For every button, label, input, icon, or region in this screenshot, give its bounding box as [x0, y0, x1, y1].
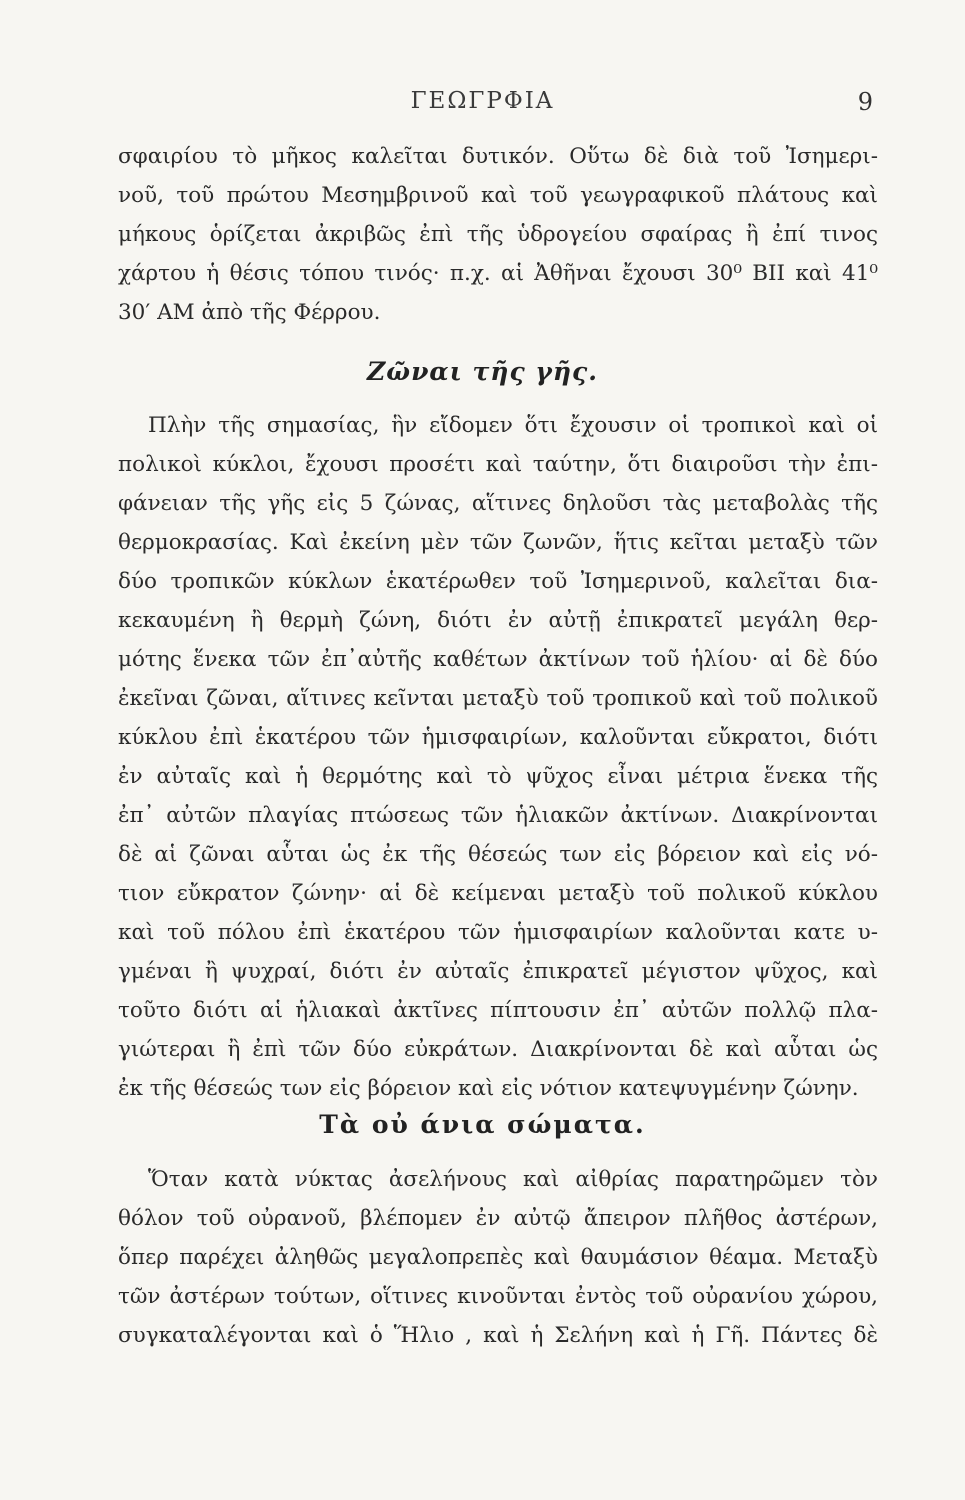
- text-line: δύο τροπικῶν κύκλων ἑκατέρωθεν τοῦ Ἰσημερινοῦ, καλεῖται δια-: [118, 569, 878, 594]
- text-line: 30′ ΑΜ ἀπὸ τῆς Φέρρου.: [118, 300, 381, 325]
- page-number: 9: [857, 88, 873, 116]
- text-line: τοῦτο διότι αἱ ἡλιακαὶ ἀκτῖνες πίπτουσιν ἐπ᾽ αὐτῶν πολλῷ πλα-: [118, 998, 878, 1023]
- paragraph-coordinates: [118, 137, 878, 332]
- section-heading-celestial-bodies: Τὰ οὐ άνια σώματα.: [319, 1110, 646, 1139]
- text-line: ὅπερ παρέχει ἀληθῶς μεγαλοπρεπὲς καὶ θαυμάσιον θέαμα. Μεταξὺ: [118, 1245, 878, 1270]
- text-line: ἐπ᾽ αὐτῶν πλαγίας πτώσεως τῶν ἡλιακῶν ἀκτίνων. Διακρίνονται: [118, 803, 878, 828]
- paragraph-zones: [118, 406, 878, 1108]
- text-line: σφαιρίου τὸ μῆκος καλεῖται δυτικόν. Οὕτω δὲ διὰ τοῦ Ἰσημερι-: [118, 144, 878, 169]
- text-line: κεκαυμένη ἢ θερμὴ ζώνη, διότι ἐν αὐτῇ ἐπικρατεῖ μεγάλη θερ-: [118, 608, 878, 633]
- text-line: μήκους ὁρίζεται ἀκριβῶς ἐπὶ τῆς ὑδρογείου σφαίρας ἢ ἐπί τινος: [118, 222, 878, 247]
- text-line: γμέναι ἢ ψυχραί, διότι ἐν αὐταῖς ἐπικρατεῖ μέγιστον ψῦχος, καὶ: [118, 959, 878, 984]
- running-title: ΓΕΩΓΡΦΙΑ: [410, 88, 555, 114]
- text-line: γιώτεραι ἢ ἐπὶ τῶν δύο εὐκράτων. Διακρίνονται δὲ καὶ αὗται ὡς: [118, 1037, 878, 1062]
- text-line: νοῦ, τοῦ πρώτου Μεσημβρινοῦ καὶ τοῦ γεωγραφικοῦ πλάτους καὶ: [118, 183, 878, 208]
- text-line: θερμοκρασίας. Καὶ ἐκείνη μὲν τῶν ζωνῶν, ἥτις κεῖται μεταξὺ τῶν: [118, 530, 878, 555]
- text-line: Ὅταν κατὰ νύκτας ἀσελήνους καὶ αἰθρίας παρατηρῶμεν τὸν: [148, 1167, 878, 1192]
- text-line: μότης ἕνεκα τῶν ἐπ᾽αὐτῆς καθέτων ἀκτίνων τοῦ ἡλίου· αἱ δὲ δύο: [118, 647, 878, 672]
- text-line: θόλον τοῦ οὐρανοῦ, βλέπομεν ἐν αὐτῷ ἄπειρον πλῆθος ἀστέρων,: [118, 1206, 878, 1231]
- text-line: καὶ τοῦ πόλου ἐπὶ ἑκατέρου τῶν ἡμισφαιρίων καλοῦνται κατε υ-: [118, 920, 878, 945]
- text-line: ἐν αὐταῖς καὶ ἡ θερμότης καὶ τὸ ψῦχος εἶναι μέτρια ἕνεκα τῆς: [118, 764, 878, 789]
- text-line: δὲ αἱ ζῶναι αὗται ὡς ἐκ τῆς θέσεώς των εἰς βόρειον καὶ εἰς νό-: [118, 842, 878, 867]
- section-heading-zones: Ζῶναι τῆς γῆς.: [367, 357, 598, 386]
- text-line: χάρτου ἡ θέσις τόπου τινός· π.χ. αἱ Ἀθῆναι ἔχουσι 30⁰ ΒΙΙ καὶ 41⁰: [118, 261, 878, 286]
- paragraph-celestial-bodies: [118, 1160, 878, 1355]
- text-line: πολικοὶ κύκλοι, ἔχουσι προσέτι καὶ ταύτην, ὅτι διαιροῦσι τὴν ἐπι-: [118, 452, 878, 477]
- text-line: ἐκ τῆς θέσεώς των εἰς βόρειον καὶ εἰς νότιον κατεψυγμένην ζώνην.: [118, 1076, 859, 1101]
- text-line: τιον εὔκρατον ζώνην· αἱ δὲ κείμεναι μεταξὺ τοῦ πολικοῦ κύκλου: [118, 881, 878, 906]
- text-line: Πλὴν τῆς σημασίας, ἣν εἴδομεν ὅτι ἔχουσιν οἱ τροπικοὶ καὶ οἱ: [148, 413, 878, 438]
- text-line: συγκαταλέγονται καὶ ὁ Ἥλιο , καὶ ἡ Σελήνη καὶ ἡ Γῆ. Πάντες δὲ: [118, 1323, 878, 1348]
- text-line: ἐκεῖναι ζῶναι, αἵτινες κεῖνται μεταξὺ τοῦ τροπικοῦ καὶ τοῦ πολικοῦ: [118, 686, 878, 711]
- text-line: κύκλου ἐπὶ ἑκατέρου τῶν ἡμισφαιρίων, καλοῦνται εὔκρατοι, διότι: [118, 725, 878, 750]
- text-line: φάνειαν τῆς γῆς εἰς 5 ζώνας, αἵτινες δηλοῦσι τὰς μεταβολὰς τῆς: [118, 491, 878, 516]
- text-line: τῶν ἀστέρων τούτων, οἵτινες κινοῦνται ἐντὸς τοῦ οὐρανίου χώρου,: [118, 1284, 878, 1309]
